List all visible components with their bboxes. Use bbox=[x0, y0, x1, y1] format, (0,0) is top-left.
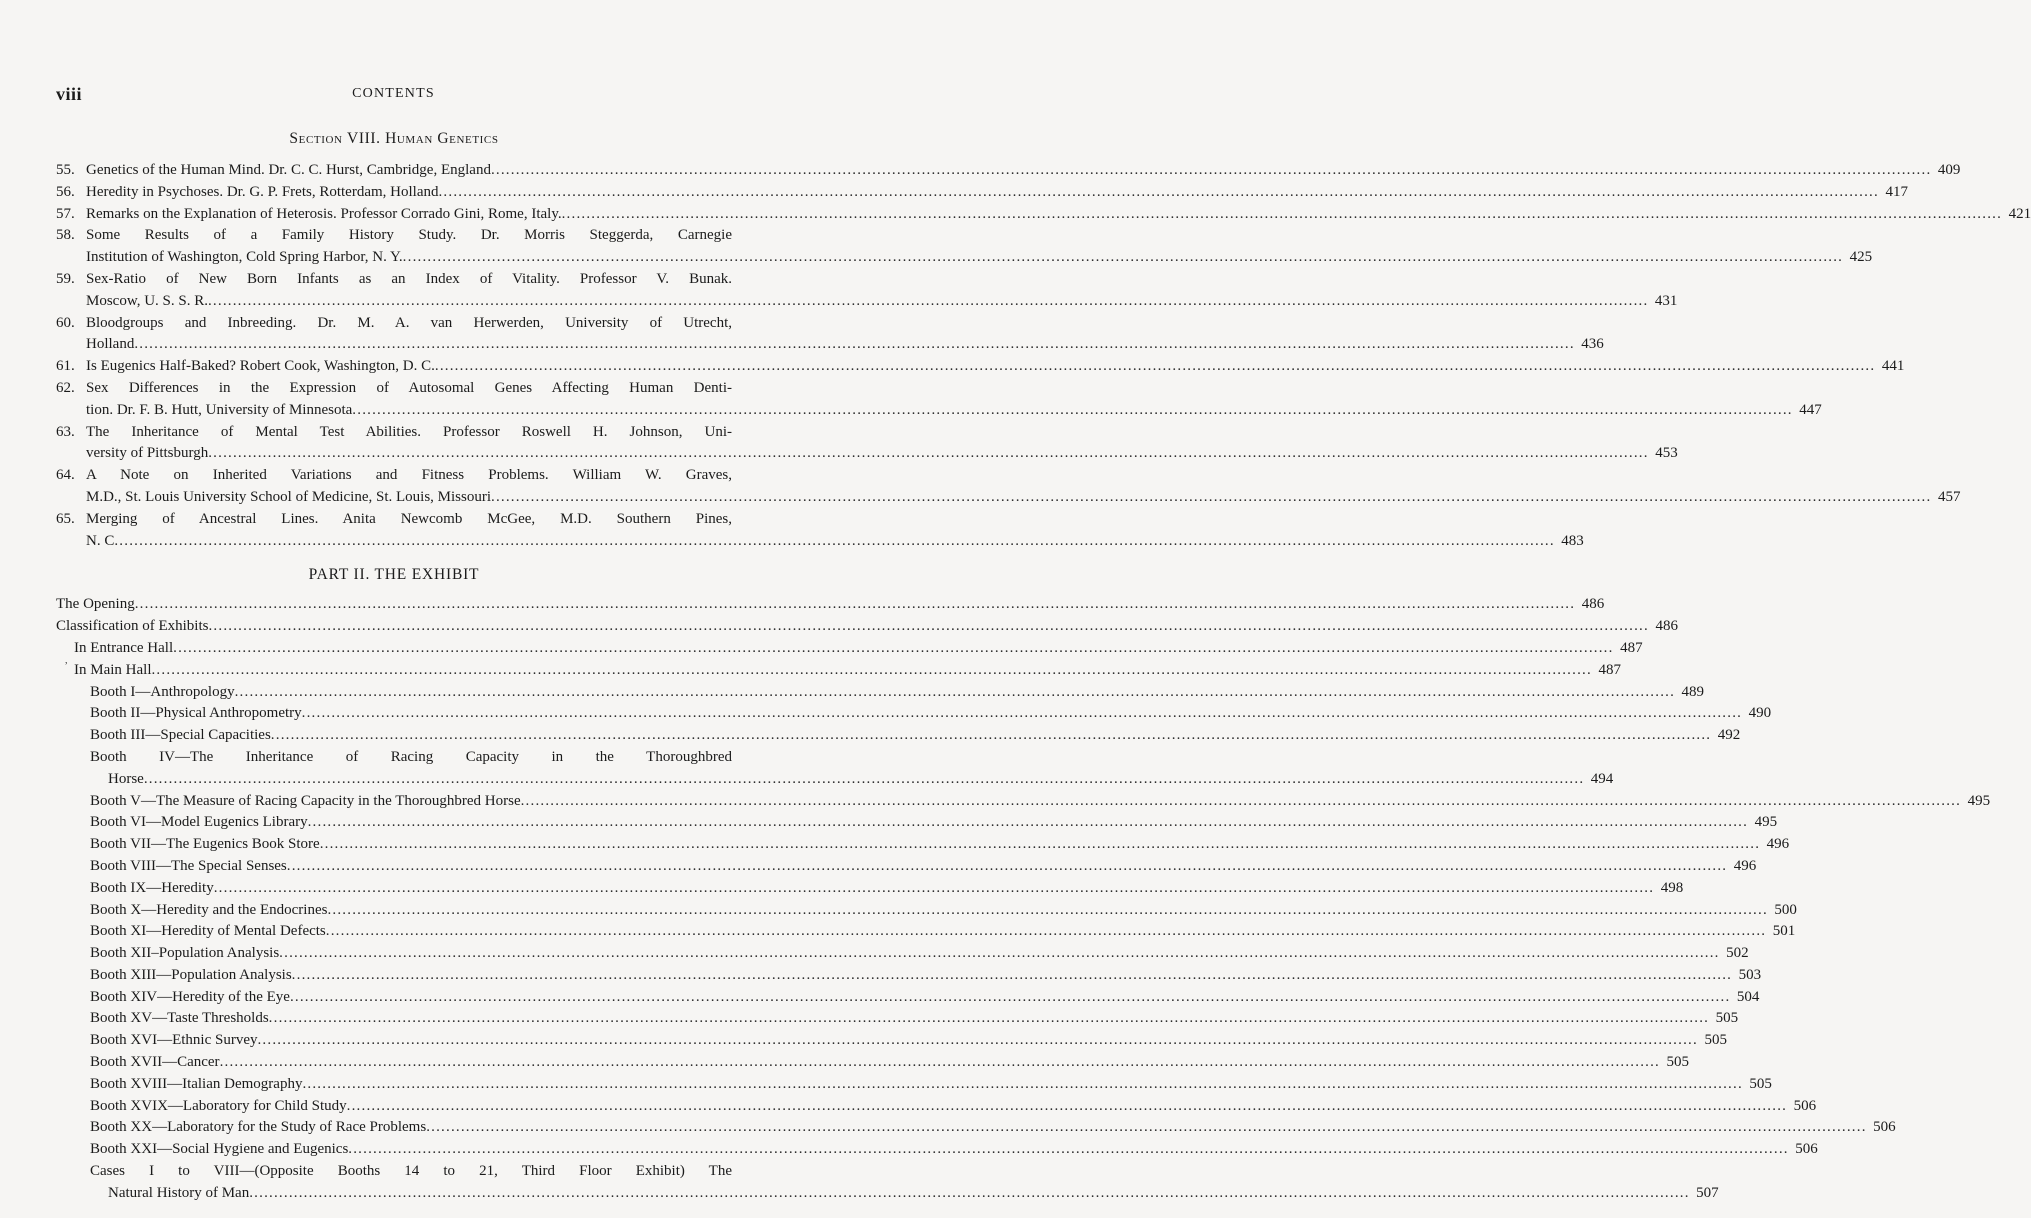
page-number: 457 bbox=[1937, 488, 1961, 505]
page-number: 495 bbox=[1754, 814, 1778, 831]
dot-leader bbox=[326, 921, 1766, 943]
dot-leader bbox=[352, 400, 1792, 422]
toc-line bbox=[90, 943, 1749, 965]
entry-first-line bbox=[56, 160, 1961, 182]
page-number: 492 bbox=[1717, 727, 1741, 744]
exhibit-entry[interactable] bbox=[56, 1074, 1772, 1096]
dot-leader bbox=[249, 1183, 1689, 1205]
entry-text: Booth IV—The Inheritance of Racing Capacity in the Thoroughbred bbox=[90, 748, 732, 765]
toc-line bbox=[86, 160, 1960, 182]
entry-body bbox=[86, 378, 732, 400]
entry-text: Booth XV—Taste Thresholds bbox=[90, 1010, 269, 1027]
exhibit-line bbox=[56, 878, 1684, 900]
page-number: 504 bbox=[1736, 988, 1760, 1005]
entry-continuation bbox=[56, 400, 1822, 422]
dot-leader bbox=[257, 1030, 1697, 1052]
exhibit-entry[interactable] bbox=[56, 1117, 1896, 1139]
entry-text: Booth XXI—Social Hygiene and Eugenics bbox=[90, 1141, 349, 1158]
toc-entry[interactable] bbox=[56, 313, 1604, 357]
entry-number: 57. bbox=[56, 205, 75, 222]
page-number: 505 bbox=[1704, 1032, 1727, 1049]
exhibit-line bbox=[56, 747, 732, 769]
page-number: 483 bbox=[1561, 532, 1584, 549]
toc-line bbox=[90, 682, 1705, 704]
entry-text: The Inheritance of Mental Test Abilities. Professor Roswell H. Johnson, Uni- bbox=[86, 423, 732, 440]
exhibit-continuation bbox=[56, 769, 1614, 791]
toc-line bbox=[56, 594, 1605, 616]
exhibit-line bbox=[56, 1161, 732, 1183]
page-number: 507 bbox=[1696, 1184, 1719, 1201]
entry-continuation bbox=[56, 531, 1584, 553]
page-number: 486 bbox=[1581, 596, 1605, 613]
entry-body bbox=[86, 160, 1960, 182]
entry-text: Booth VIII—The Special Senses bbox=[90, 857, 287, 874]
entry-continuation bbox=[56, 334, 1604, 356]
toc-entry[interactable] bbox=[56, 160, 1961, 182]
entry-body bbox=[86, 182, 1908, 204]
entry-text: Booth XVI—Ethnic Survey bbox=[90, 1032, 258, 1049]
dot-leader bbox=[426, 1117, 1866, 1139]
exhibit-entry[interactable] bbox=[56, 703, 1772, 725]
entry-number: 65. bbox=[56, 510, 75, 527]
dot-leader bbox=[521, 791, 1961, 813]
exhibit-line bbox=[56, 943, 1749, 965]
page-number: 417 bbox=[1885, 183, 1908, 200]
stray-mark: , bbox=[65, 655, 68, 666]
page-number: 436 bbox=[1581, 336, 1604, 353]
entry-text: The Opening bbox=[56, 596, 135, 613]
section-heading bbox=[56, 128, 732, 150]
entry-body bbox=[86, 225, 732, 247]
exhibit-entry[interactable] bbox=[56, 812, 1778, 834]
dot-leader bbox=[435, 356, 1875, 378]
dot-leader bbox=[491, 487, 1931, 509]
page-number: 409 bbox=[1937, 162, 1961, 178]
entry-text: Booth X—Heredity and the Endocrines bbox=[90, 901, 328, 918]
toc-entry[interactable] bbox=[56, 204, 2031, 226]
page-folio: viii bbox=[56, 84, 83, 104]
exhibit-line bbox=[56, 725, 1741, 747]
entry-first-line bbox=[56, 465, 732, 487]
exhibit-line bbox=[56, 638, 1643, 660]
entry-first-line bbox=[56, 509, 732, 531]
entry-body bbox=[86, 422, 732, 444]
exhibit-entry[interactable] bbox=[56, 900, 1797, 922]
toc-entry[interactable] bbox=[56, 182, 1908, 204]
exhibit-entry[interactable] bbox=[56, 616, 1678, 638]
exhibit-list bbox=[56, 594, 1991, 1204]
entry-continuation bbox=[56, 247, 1873, 269]
dot-leader bbox=[302, 703, 1742, 725]
toc-line bbox=[86, 531, 1584, 553]
entry-number: 63. bbox=[56, 423, 75, 440]
exhibit-line bbox=[56, 1096, 1817, 1118]
dot-leader bbox=[403, 247, 1843, 269]
entry-text: Booth II—Physical Anthropometry bbox=[90, 705, 302, 722]
entry-text: Horse bbox=[108, 770, 144, 787]
entry-text: Is Eugenics Half-Baked? Robert Cook, Washington, D. C. bbox=[86, 358, 435, 375]
page-number: 494 bbox=[1590, 770, 1614, 787]
page-number: 431 bbox=[1654, 292, 1678, 309]
entry-text: Merging of Ancestral Lines. Anita Newcomb McGee, M.D. Southern Pines, bbox=[86, 510, 732, 527]
page-number: 506 bbox=[1873, 1119, 1896, 1136]
dot-leader bbox=[208, 291, 1648, 313]
entry-text: Booth XIV—Heredity of the Eye bbox=[90, 988, 290, 1005]
dot-leader bbox=[438, 182, 1878, 204]
exhibit-entry[interactable] bbox=[56, 660, 1621, 682]
entry-text: Booth XII–Population Analysis bbox=[90, 945, 280, 962]
toc-entry[interactable] bbox=[56, 225, 1873, 269]
entry-first-line bbox=[56, 378, 732, 400]
entry-number: 60. bbox=[56, 314, 75, 331]
toc-content bbox=[56, 128, 2031, 1205]
entry-number: 62. bbox=[56, 379, 75, 396]
dot-leader bbox=[327, 900, 1767, 922]
entry-body bbox=[86, 313, 732, 335]
exhibit-line bbox=[56, 660, 1621, 682]
exhibit-entry[interactable] bbox=[56, 878, 1684, 900]
toc-line bbox=[90, 834, 1790, 856]
entry-first-line bbox=[56, 225, 732, 247]
exhibit-entry[interactable] bbox=[56, 943, 1749, 965]
running-title: CONTENTS bbox=[352, 86, 435, 101]
entry-text: Bloodgroups and Inbreeding. Dr. M. A. van Herwerden, University of Utrecht, bbox=[86, 314, 732, 331]
entry-text: Booth VII—The Eugenics Book Store bbox=[90, 836, 320, 853]
exhibit-line bbox=[56, 594, 1605, 616]
toc-line bbox=[90, 1030, 1727, 1052]
entry-text: Booth I—Anthropology bbox=[90, 683, 235, 700]
toc-line bbox=[86, 356, 1904, 378]
entry-continuation bbox=[56, 291, 1678, 313]
entry-text: A Note on Inherited Variations and Fitness Problems. William W. Graves, bbox=[86, 467, 732, 484]
page-number: 489 bbox=[1681, 683, 1705, 700]
toc-line bbox=[90, 856, 1757, 878]
entry-text: versity of Pittsburgh bbox=[86, 445, 209, 462]
exhibit-entry[interactable] bbox=[56, 682, 1705, 704]
page-number: 503 bbox=[1738, 966, 1762, 983]
entry-text: Booth III—Special Capacities bbox=[90, 727, 271, 744]
entry-number: 55. bbox=[56, 162, 75, 178]
entry-first-line bbox=[56, 182, 1908, 204]
exhibit-entry[interactable] bbox=[56, 834, 1790, 856]
exhibit-entry[interactable] bbox=[56, 791, 1991, 813]
exhibit-line bbox=[56, 1074, 1772, 1096]
entry-continuation bbox=[56, 443, 1678, 465]
toc-line bbox=[90, 1139, 1818, 1161]
entry-first-line bbox=[56, 422, 732, 444]
entry-number: 56. bbox=[56, 183, 75, 200]
dot-leader bbox=[214, 878, 1654, 900]
page-number: 495 bbox=[1967, 792, 1991, 809]
entry-text: Institution of Washington, Cold Spring Harbor, N. Y. bbox=[86, 249, 403, 266]
entry-text: tion. Dr. F. B. Hutt, University of Minnesota bbox=[86, 401, 353, 418]
page-number: 500 bbox=[1774, 901, 1797, 918]
dot-leader bbox=[173, 638, 1613, 660]
toc-line bbox=[90, 987, 1760, 1009]
entry-first-line bbox=[56, 204, 2031, 226]
exhibit-line bbox=[56, 1008, 1739, 1030]
toc-entry[interactable] bbox=[56, 269, 1678, 313]
toc-line bbox=[74, 660, 1621, 682]
exhibit-entry[interactable] bbox=[56, 987, 1760, 1009]
page-number: 447 bbox=[1799, 401, 1822, 418]
entry-first-line bbox=[56, 269, 732, 291]
dot-leader bbox=[135, 594, 1575, 616]
exhibit-continuation bbox=[56, 1183, 1719, 1205]
exhibit-entry[interactable] bbox=[56, 1030, 1727, 1052]
exhibit-entry[interactable] bbox=[56, 1052, 1690, 1074]
exhibit-line bbox=[56, 921, 1796, 943]
toc-line bbox=[90, 703, 1772, 725]
entry-text: Booth XX—Laboratory for the Study of Race Problems bbox=[90, 1119, 427, 1136]
dot-leader bbox=[144, 769, 1584, 791]
entry-text: In Main Hall bbox=[74, 661, 152, 678]
paper-list bbox=[56, 160, 2031, 552]
exhibit-line bbox=[56, 834, 1790, 856]
toc-entry[interactable] bbox=[56, 378, 1822, 422]
toc-line bbox=[86, 443, 1678, 465]
page-number: 505 bbox=[1666, 1054, 1690, 1071]
exhibit-line bbox=[56, 703, 1772, 725]
entry-continuation bbox=[56, 487, 1961, 509]
entry-number: 64. bbox=[56, 467, 75, 484]
dot-leader bbox=[290, 987, 1730, 1009]
toc-line bbox=[108, 1183, 1719, 1205]
entry-text: Booth XI—Heredity of Mental Defects bbox=[90, 923, 326, 940]
page-number: 502 bbox=[1726, 945, 1749, 962]
exhibit-entry[interactable] bbox=[56, 1139, 1818, 1161]
page-number: 496 bbox=[1733, 857, 1757, 874]
dot-leader bbox=[114, 531, 1554, 553]
exhibit-entry[interactable] bbox=[56, 921, 1796, 943]
toc-line bbox=[86, 247, 1873, 269]
toc-line bbox=[90, 900, 1797, 922]
entry-first-line bbox=[56, 356, 1905, 378]
entry-text: Booth XVIII—Italian Demography bbox=[90, 1075, 303, 1092]
toc-line bbox=[90, 725, 1741, 747]
entry-text: Holland bbox=[86, 336, 135, 353]
exhibit-line bbox=[56, 987, 1760, 1009]
entry-body bbox=[86, 465, 732, 487]
dot-leader bbox=[491, 160, 1931, 182]
toc-line bbox=[90, 878, 1684, 900]
entry-body bbox=[86, 204, 2031, 226]
entry-text: Some Results of a Family History Study. Dr. Morris Steggerda, Carnegie bbox=[86, 227, 732, 244]
toc-entry[interactable] bbox=[56, 356, 1905, 378]
entry-first-line bbox=[56, 313, 732, 335]
entry-text: Heredity in Psychoses. Dr. G. P. Frets, Rotterdam, Holland bbox=[86, 183, 439, 200]
entry-text: Booth VI—Model Eugenics Library bbox=[90, 814, 308, 831]
entry-text: Booth IX—Heredity bbox=[90, 879, 214, 896]
exhibit-line bbox=[56, 616, 1678, 638]
entry-text: M.D., St. Louis University School of Medicine, St. Louis, Missouri bbox=[86, 488, 491, 505]
dot-leader bbox=[308, 812, 1748, 834]
entry-text: Moscow, U. S. S. R. bbox=[86, 292, 208, 309]
toc-entry[interactable] bbox=[56, 465, 1961, 509]
page-number: 486 bbox=[1655, 618, 1678, 635]
page-number: 425 bbox=[1849, 249, 1873, 266]
page-number: 501 bbox=[1772, 923, 1796, 940]
toc-line bbox=[86, 291, 1678, 313]
toc-line bbox=[90, 1008, 1739, 1030]
toc-line bbox=[86, 400, 1822, 422]
page-number: 487 bbox=[1620, 639, 1643, 656]
dot-leader bbox=[271, 725, 1711, 747]
dot-leader bbox=[562, 204, 2002, 226]
dot-leader bbox=[292, 965, 1732, 987]
exhibit-entry[interactable] bbox=[56, 725, 1741, 747]
page-number: 505 bbox=[1715, 1010, 1739, 1027]
dot-leader bbox=[279, 943, 1719, 965]
page-number: 441 bbox=[1881, 358, 1905, 375]
entry-text: Booth XIII—Population Analysis bbox=[90, 966, 292, 983]
toc-line bbox=[90, 1096, 1817, 1118]
exhibit-line bbox=[56, 856, 1757, 878]
dot-leader bbox=[208, 443, 1648, 465]
exhibit-line bbox=[56, 965, 1762, 987]
page-number: 506 bbox=[1795, 1141, 1818, 1158]
page-number: 498 bbox=[1660, 879, 1684, 896]
exhibit-entry[interactable] bbox=[56, 1161, 1719, 1205]
toc-entry[interactable] bbox=[56, 422, 1678, 466]
dot-leader bbox=[320, 834, 1760, 856]
dot-leader bbox=[208, 616, 1648, 638]
entry-text: In Entrance Hall bbox=[74, 639, 174, 656]
exhibit-entry[interactable] bbox=[56, 1008, 1739, 1030]
entry-body bbox=[86, 509, 732, 531]
entry-body bbox=[86, 269, 732, 291]
dot-leader bbox=[287, 856, 1727, 878]
page-header bbox=[56, 84, 731, 108]
exhibit-entry[interactable] bbox=[56, 638, 1643, 660]
toc-line bbox=[90, 1117, 1896, 1139]
toc-line bbox=[90, 921, 1796, 943]
exhibit-line bbox=[56, 1139, 1818, 1161]
page-number: 506 bbox=[1793, 1097, 1817, 1114]
dot-leader bbox=[151, 660, 1591, 682]
entry-text: Classification of Exhibits bbox=[56, 618, 209, 635]
toc-line bbox=[86, 334, 1604, 356]
page-number: 421 bbox=[2008, 205, 2031, 222]
toc-line bbox=[86, 204, 2031, 226]
entry-text: Sex-Ratio of New Born Infants as an Index of Vitality. Professor V. Bunak. bbox=[86, 270, 732, 287]
section-prefix: Section bbox=[289, 130, 343, 147]
entry-text: Booth V—The Measure of Racing Capacity in the Thoroughbred Horse bbox=[90, 792, 521, 809]
exhibit-line bbox=[56, 812, 1778, 834]
page-number: 496 bbox=[1766, 836, 1790, 853]
dot-leader bbox=[302, 1074, 1742, 1096]
toc-line bbox=[90, 791, 1991, 813]
toc-line bbox=[86, 487, 1961, 509]
toc-line bbox=[90, 812, 1778, 834]
entry-text: N. C bbox=[86, 532, 115, 549]
entry-number: 61. bbox=[56, 358, 75, 375]
entry-number: 59. bbox=[56, 270, 75, 287]
dot-leader bbox=[348, 1139, 1788, 1161]
toc-line bbox=[74, 638, 1643, 660]
entry-body bbox=[86, 356, 1904, 378]
exhibit-line bbox=[56, 791, 1991, 813]
dot-leader bbox=[134, 334, 1574, 356]
exhibit-entry[interactable] bbox=[56, 856, 1757, 878]
toc-line bbox=[56, 616, 1678, 638]
toc-line bbox=[108, 769, 1614, 791]
exhibit-line bbox=[56, 1052, 1690, 1074]
page-number: 453 bbox=[1655, 445, 1678, 462]
exhibit-line bbox=[56, 682, 1705, 704]
section-label: VIII. Human Genetics bbox=[347, 130, 499, 147]
page-number: 487 bbox=[1598, 661, 1621, 678]
entry-text: Booth XVII—Cancer bbox=[90, 1054, 220, 1071]
entry-text: Sex Differences in the Expression of Autosomal Genes Affecting Human Denti- bbox=[86, 379, 732, 396]
dot-leader bbox=[347, 1096, 1787, 1118]
dot-leader bbox=[269, 1008, 1709, 1030]
exhibit-line bbox=[56, 900, 1797, 922]
page-number: 505 bbox=[1749, 1075, 1772, 1092]
entry-text: Cases I to VIII—(Opposite Booths 14 to 21, Third Floor Exhibit) The bbox=[90, 1163, 732, 1180]
toc-line bbox=[90, 1052, 1690, 1074]
exhibit-line bbox=[56, 1030, 1727, 1052]
entry-text: Natural History of Man bbox=[108, 1184, 250, 1201]
entry-text: Remarks on the Explanation of Heterosis. Professor Corrado Gini, Rome, Italy. bbox=[86, 205, 562, 222]
page-number: 490 bbox=[1748, 705, 1772, 722]
exhibit-entry[interactable] bbox=[56, 1096, 1817, 1118]
exhibit-line bbox=[56, 1117, 1896, 1139]
entry-number: 58. bbox=[56, 227, 75, 244]
toc-line bbox=[90, 1074, 1772, 1096]
exhibit-entry[interactable] bbox=[56, 594, 1605, 616]
part-heading: PART II. THE EXHIBIT bbox=[308, 566, 480, 584]
entry-text: Booth XVIX—Laboratory for Child Study bbox=[90, 1097, 347, 1114]
entry-text: Genetics of the Human Mind. Dr. C. C. Hurst, Cambridge, England bbox=[86, 162, 491, 178]
toc-entry[interactable] bbox=[56, 509, 1584, 553]
exhibit-entry[interactable] bbox=[56, 965, 1762, 987]
dot-leader bbox=[220, 1052, 1660, 1074]
toc-line bbox=[90, 965, 1762, 987]
exhibit-entry[interactable] bbox=[56, 747, 1614, 791]
dot-leader bbox=[235, 682, 1675, 704]
toc-line bbox=[86, 182, 1908, 204]
